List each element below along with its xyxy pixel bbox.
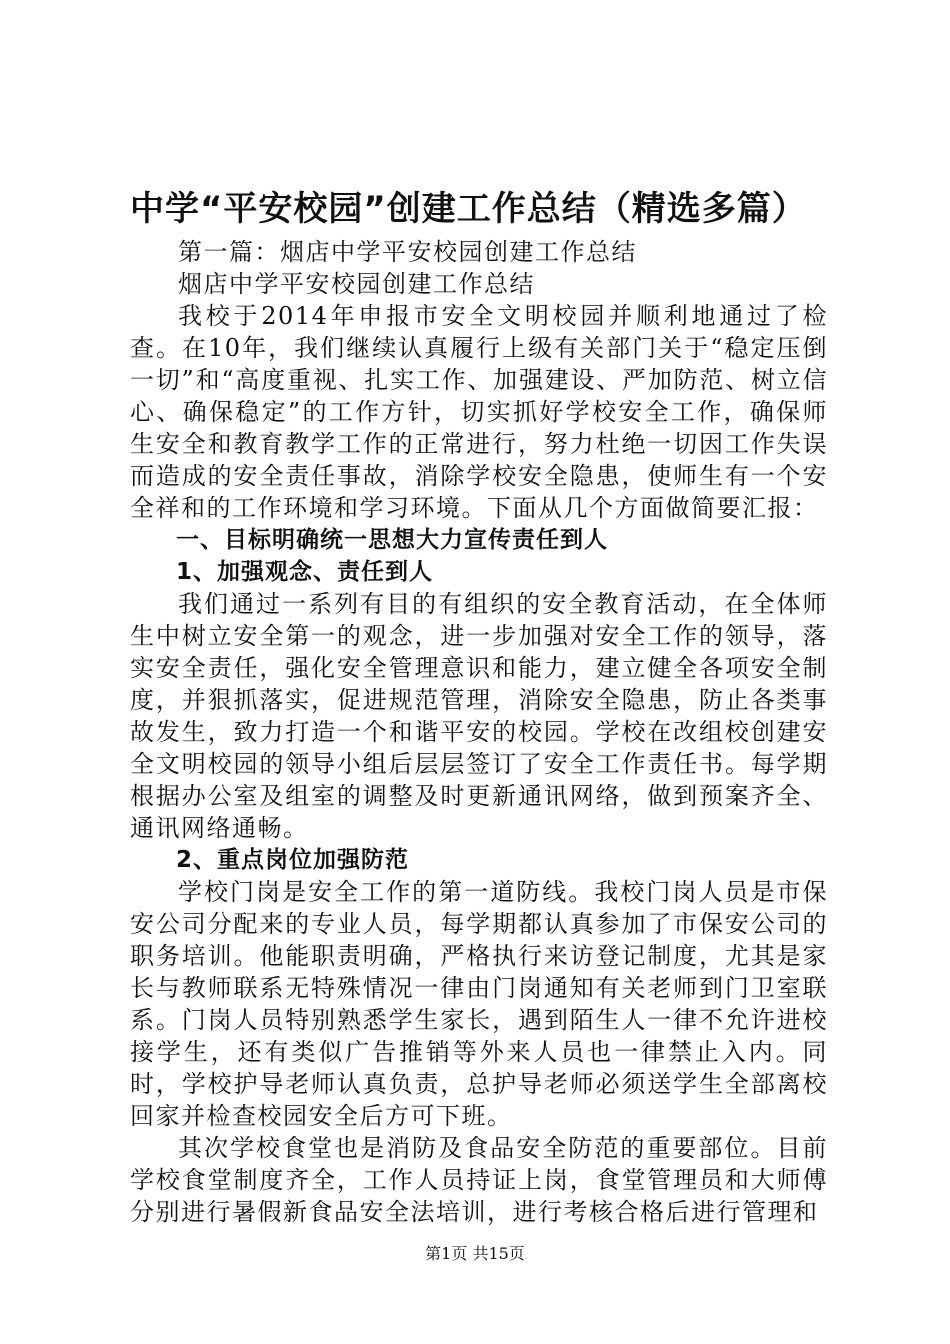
- subsection-1-heading: 1、加强观念、责任到人: [176, 559, 434, 585]
- document-title: 中学“平安校园”创建工作总结（精选多篇）: [130, 189, 807, 229]
- subtitle: 烟店中学平安校园创建工作总结: [178, 270, 535, 298]
- subsection-2-paragraph-2: 其次学校食堂也是消防及食品安全防范的重要部位。目前学校食堂制度齐全，工作人员持证上岗，食堂管理员和大师傅分别进行暑假新食品安全法培训，进行考核合格后进行管理和: [130, 1134, 828, 1226]
- intro-paragraph: 我校于2014年申报市安全文明校园并顺利地通过了检查。在10年，我们继续认真履行上级有关部门关于“稳定压倒一切”和“高度重视、扎实工作、加强建设、严加防范、树立信心、确保稳定”的工作方针，切实抓好学校安全工作，确保师生安全和教育教学工作的正常进行，努力杜绝一切因工作失误而造成的安全责任事故，消除学校安全隐患，使师生有一个安全祥和的工作环境和学习环境。下面从几个方面做简要汇报：: [130, 302, 828, 522]
- page-footer: 第1页 共15页: [425, 1244, 525, 1263]
- subsection-2-heading: 2、重点岗位加强防范: [176, 847, 410, 873]
- document-body: [130, 236, 828, 1228]
- section-1-heading: 一、目标明确统一思想大力宣传责任到人: [176, 527, 608, 553]
- subsection-1-paragraph: 我们通过一系列有目的有组织的安全教育活动，在全体师生中树立安全第一的观念，进一步加强对安全工作的领导，落实安全责任，强化安全管理意识和能力，建立健全各项安全制度，并狠抓落实，促进规范管理，消除安全隐患，防止各类事故发生，致力打造一个和谐平安的校园。学校在改组校创建安全文明校园的领导小组后层层签订了安全工作责任书。每学期根据办公室及组室的调整及时更新通讯网络，做到预案齐全、通讯网络通畅。: [130, 590, 828, 842]
- chapter-heading: 第一篇：烟店中学平安校园创建工作总结: [178, 238, 637, 266]
- subsection-2-paragraph-1: 学校门岗是安全工作的第一道防线。我校门岗人员是市保安公司分配来的专业人员，每学期都认真参加了市保安公司的职务培训。他能职责明确，严格执行来访登记制度，尤其是家长与教师联系无特殊情况一律由门岗通知有关老师到门卫室联系。门岗人员特别熟悉学生家长，遇到陌生人一律不允许进校接学生，还有类似广告推销等外来人员也一律禁止入内。同时，学校护导老师认真负责，总护导老师必须送学生全部离校回家并检查校园安全后方可下班。: [130, 878, 828, 1130]
